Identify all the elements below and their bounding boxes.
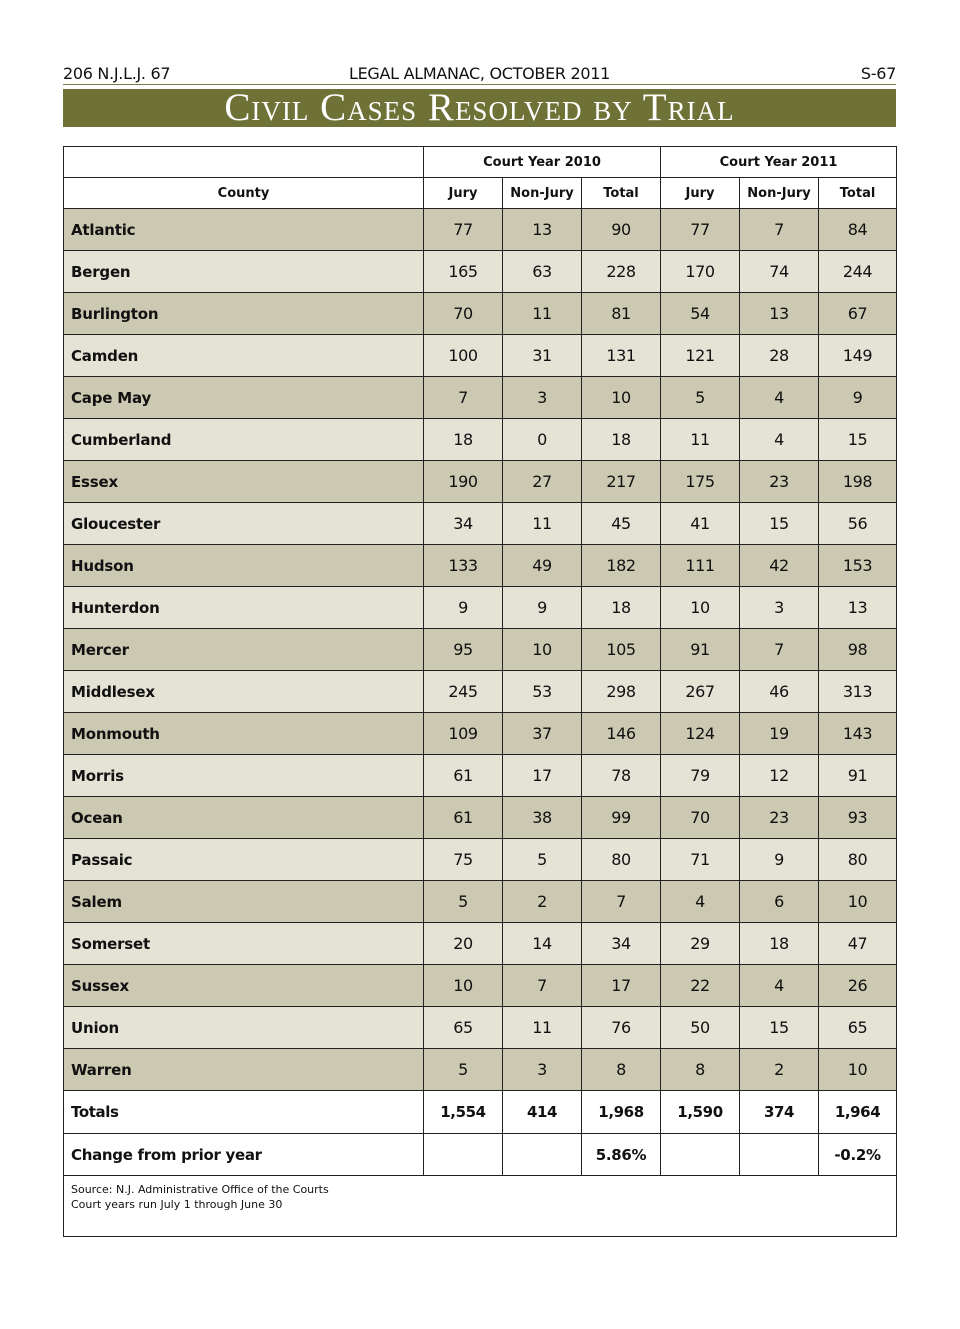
cell-jury-2010: 5 bbox=[424, 881, 503, 923]
table-row bbox=[64, 839, 897, 881]
cell-jury-2011: 77 bbox=[661, 209, 740, 251]
column-header-row bbox=[64, 178, 897, 209]
cell-nonjury-2011: 74 bbox=[740, 251, 819, 293]
cell-nonjury-2010: 37 bbox=[503, 713, 582, 755]
cell-jury-2010: 95 bbox=[424, 629, 503, 671]
table-row bbox=[64, 755, 897, 797]
cell-nonjury-2011: 23 bbox=[740, 797, 819, 839]
cell-nonjury-2010: 27 bbox=[503, 461, 582, 503]
county-name: Warren bbox=[64, 1049, 424, 1091]
column-header-jury-2011: Jury bbox=[661, 178, 740, 209]
change-jury-2010 bbox=[424, 1134, 503, 1176]
cell-nonjury-2010: 11 bbox=[503, 293, 582, 335]
change-total-2011: -0.2% bbox=[819, 1134, 897, 1176]
cell-total-2011: 10 bbox=[819, 1049, 897, 1091]
column-header-county: County bbox=[64, 178, 424, 209]
cell-jury-2010: 65 bbox=[424, 1007, 503, 1049]
table-row bbox=[64, 671, 897, 713]
cell-total-2011: 198 bbox=[819, 461, 897, 503]
cell-total-2011: 153 bbox=[819, 545, 897, 587]
county-name: Middlesex bbox=[64, 671, 424, 713]
cell-nonjury-2010: 38 bbox=[503, 797, 582, 839]
change-row bbox=[64, 1134, 897, 1176]
cell-jury-2011: 170 bbox=[661, 251, 740, 293]
county-name: Cape May bbox=[64, 377, 424, 419]
page-title: Civil Cases Resolved by Trial bbox=[63, 89, 896, 127]
cell-jury-2011: 41 bbox=[661, 503, 740, 545]
total-nonjury-2010: 414 bbox=[503, 1091, 582, 1134]
cell-total-2010: 18 bbox=[582, 587, 661, 629]
county-name: Monmouth bbox=[64, 713, 424, 755]
cell-nonjury-2010: 14 bbox=[503, 923, 582, 965]
cell-jury-2011: 175 bbox=[661, 461, 740, 503]
cell-jury-2010: 10 bbox=[424, 965, 503, 1007]
cell-jury-2010: 165 bbox=[424, 251, 503, 293]
cell-nonjury-2011: 46 bbox=[740, 671, 819, 713]
cell-nonjury-2011: 4 bbox=[740, 377, 819, 419]
county-name: Union bbox=[64, 1007, 424, 1049]
footnote-row bbox=[64, 1176, 897, 1237]
cell-total-2011: 149 bbox=[819, 335, 897, 377]
cell-nonjury-2011: 2 bbox=[740, 1049, 819, 1091]
cell-jury-2010: 77 bbox=[424, 209, 503, 251]
cell-total-2010: 99 bbox=[582, 797, 661, 839]
cell-jury-2010: 18 bbox=[424, 419, 503, 461]
column-header-jury-2010: Jury bbox=[424, 178, 503, 209]
cell-total-2010: 81 bbox=[582, 293, 661, 335]
cell-jury-2010: 61 bbox=[424, 797, 503, 839]
footnote-text: Source: N.J. Administrative Office of the Courts bbox=[71, 1183, 329, 1196]
cell-nonjury-2011: 15 bbox=[740, 1007, 819, 1049]
table-row bbox=[64, 335, 897, 377]
cell-total-2011: 313 bbox=[819, 671, 897, 713]
footnote-text: Court years run July 1 through June 30 bbox=[71, 1198, 283, 1211]
cell-total-2010: 298 bbox=[582, 671, 661, 713]
cell-nonjury-2011: 23 bbox=[740, 461, 819, 503]
cell-jury-2011: 50 bbox=[661, 1007, 740, 1049]
cell-jury-2010: 5 bbox=[424, 1049, 503, 1091]
cell-jury-2011: 111 bbox=[661, 545, 740, 587]
cell-jury-2011: 10 bbox=[661, 587, 740, 629]
cell-nonjury-2010: 10 bbox=[503, 629, 582, 671]
change-nonjury-2011 bbox=[740, 1134, 819, 1176]
cell-nonjury-2010: 11 bbox=[503, 1007, 582, 1049]
cell-total-2010: 10 bbox=[582, 377, 661, 419]
table-row bbox=[64, 629, 897, 671]
cell-nonjury-2011: 7 bbox=[740, 629, 819, 671]
cell-jury-2011: 22 bbox=[661, 965, 740, 1007]
publication-title: LEGAL ALMANAC, OCTOBER 2011 bbox=[349, 64, 610, 83]
county-name: Salem bbox=[64, 881, 424, 923]
county-name: Cumberland bbox=[64, 419, 424, 461]
cell-total-2010: 78 bbox=[582, 755, 661, 797]
table-row bbox=[64, 293, 897, 335]
county-name: Burlington bbox=[64, 293, 424, 335]
table-row bbox=[64, 251, 897, 293]
change-label: Change from prior year bbox=[64, 1134, 424, 1176]
cell-jury-2010: 7 bbox=[424, 377, 503, 419]
cell-nonjury-2010: 13 bbox=[503, 209, 582, 251]
cell-total-2010: 34 bbox=[582, 923, 661, 965]
change-nonjury-2010 bbox=[503, 1134, 582, 1176]
cell-nonjury-2011: 28 bbox=[740, 335, 819, 377]
change-jury-2011 bbox=[661, 1134, 740, 1176]
cell-jury-2011: 91 bbox=[661, 629, 740, 671]
total-total-2010: 1,968 bbox=[582, 1091, 661, 1134]
group-header-row bbox=[64, 147, 897, 178]
cell-nonjury-2010: 3 bbox=[503, 377, 582, 419]
table-row bbox=[64, 545, 897, 587]
column-header-nonjury-2010: Non-Jury bbox=[503, 178, 582, 209]
cell-nonjury-2011: 15 bbox=[740, 503, 819, 545]
cell-total-2011: 10 bbox=[819, 881, 897, 923]
table-row bbox=[64, 881, 897, 923]
table-body bbox=[64, 209, 897, 1237]
county-name: Essex bbox=[64, 461, 424, 503]
cell-total-2010: 45 bbox=[582, 503, 661, 545]
cell-nonjury-2010: 7 bbox=[503, 965, 582, 1007]
cell-jury-2010: 61 bbox=[424, 755, 503, 797]
cell-nonjury-2010: 3 bbox=[503, 1049, 582, 1091]
county-name: Ocean bbox=[64, 797, 424, 839]
table-row bbox=[64, 503, 897, 545]
cell-total-2011: 244 bbox=[819, 251, 897, 293]
change-total-2010: 5.86% bbox=[582, 1134, 661, 1176]
total-nonjury-2011: 374 bbox=[740, 1091, 819, 1134]
total-jury-2010: 1,554 bbox=[424, 1091, 503, 1134]
cell-nonjury-2010: 9 bbox=[503, 587, 582, 629]
cell-nonjury-2011: 12 bbox=[740, 755, 819, 797]
cell-nonjury-2010: 0 bbox=[503, 419, 582, 461]
cell-total-2010: 105 bbox=[582, 629, 661, 671]
cell-nonjury-2011: 7 bbox=[740, 209, 819, 251]
cell-jury-2011: 267 bbox=[661, 671, 740, 713]
cell-jury-2011: 54 bbox=[661, 293, 740, 335]
column-header-nonjury-2011: Non-Jury bbox=[740, 178, 819, 209]
cell-jury-2011: 4 bbox=[661, 881, 740, 923]
cell-total-2010: 80 bbox=[582, 839, 661, 881]
cell-jury-2010: 34 bbox=[424, 503, 503, 545]
totals-row bbox=[64, 1091, 897, 1134]
county-name: Mercer bbox=[64, 629, 424, 671]
table-row bbox=[64, 797, 897, 839]
cell-total-2010: 146 bbox=[582, 713, 661, 755]
cell-total-2011: 67 bbox=[819, 293, 897, 335]
county-name: Hudson bbox=[64, 545, 424, 587]
cell-jury-2011: 8 bbox=[661, 1049, 740, 1091]
cell-total-2011: 91 bbox=[819, 755, 897, 797]
cell-total-2011: 15 bbox=[819, 419, 897, 461]
cell-total-2010: 18 bbox=[582, 419, 661, 461]
cases-table bbox=[63, 146, 897, 1237]
cell-total-2011: 65 bbox=[819, 1007, 897, 1049]
county-name: Hunterdon bbox=[64, 587, 424, 629]
cell-jury-2010: 70 bbox=[424, 293, 503, 335]
cell-nonjury-2010: 2 bbox=[503, 881, 582, 923]
cell-nonjury-2011: 4 bbox=[740, 965, 819, 1007]
cell-total-2011: 93 bbox=[819, 797, 897, 839]
cell-jury-2010: 100 bbox=[424, 335, 503, 377]
cell-total-2011: 56 bbox=[819, 503, 897, 545]
table-row bbox=[64, 1049, 897, 1091]
page-header bbox=[63, 62, 896, 85]
cell-total-2010: 182 bbox=[582, 545, 661, 587]
cell-jury-2010: 9 bbox=[424, 587, 503, 629]
group-header-2010: Court Year 2010 bbox=[424, 147, 661, 178]
page-number: S-67 bbox=[860, 64, 896, 83]
cell-nonjury-2011: 6 bbox=[740, 881, 819, 923]
cell-total-2011: 47 bbox=[819, 923, 897, 965]
cell-nonjury-2010: 5 bbox=[503, 839, 582, 881]
total-jury-2011: 1,590 bbox=[661, 1091, 740, 1134]
cell-total-2011: 80 bbox=[819, 839, 897, 881]
cell-jury-2011: 29 bbox=[661, 923, 740, 965]
cell-total-2011: 26 bbox=[819, 965, 897, 1007]
cell-total-2011: 9 bbox=[819, 377, 897, 419]
cell-total-2010: 8 bbox=[582, 1049, 661, 1091]
cell-nonjury-2011: 4 bbox=[740, 419, 819, 461]
county-name: Sussex bbox=[64, 965, 424, 1007]
cell-total-2010: 7 bbox=[582, 881, 661, 923]
cell-nonjury-2011: 9 bbox=[740, 839, 819, 881]
county-name: Camden bbox=[64, 335, 424, 377]
cell-nonjury-2010: 49 bbox=[503, 545, 582, 587]
totals-label: Totals bbox=[64, 1091, 424, 1134]
cell-jury-2010: 245 bbox=[424, 671, 503, 713]
column-header-total-2010: Total bbox=[582, 178, 661, 209]
cell-jury-2010: 20 bbox=[424, 923, 503, 965]
table-row bbox=[64, 209, 897, 251]
total-total-2011: 1,964 bbox=[819, 1091, 897, 1134]
cell-total-2010: 131 bbox=[582, 335, 661, 377]
group-header-2011: Court Year 2011 bbox=[661, 147, 897, 178]
cell-jury-2010: 75 bbox=[424, 839, 503, 881]
table-row bbox=[64, 587, 897, 629]
cell-nonjury-2011: 19 bbox=[740, 713, 819, 755]
table-row bbox=[64, 713, 897, 755]
cell-jury-2011: 79 bbox=[661, 755, 740, 797]
cell-nonjury-2011: 18 bbox=[740, 923, 819, 965]
table-row bbox=[64, 965, 897, 1007]
cell-total-2011: 143 bbox=[819, 713, 897, 755]
cell-nonjury-2011: 3 bbox=[740, 587, 819, 629]
cell-jury-2010: 109 bbox=[424, 713, 503, 755]
cell-jury-2010: 133 bbox=[424, 545, 503, 587]
cell-total-2010: 76 bbox=[582, 1007, 661, 1049]
county-name: Passaic bbox=[64, 839, 424, 881]
cell-jury-2011: 124 bbox=[661, 713, 740, 755]
cell-total-2011: 98 bbox=[819, 629, 897, 671]
cell-jury-2011: 71 bbox=[661, 839, 740, 881]
cell-total-2011: 84 bbox=[819, 209, 897, 251]
cell-jury-2011: 11 bbox=[661, 419, 740, 461]
cell-jury-2010: 190 bbox=[424, 461, 503, 503]
county-name: Somerset bbox=[64, 923, 424, 965]
county-name: Gloucester bbox=[64, 503, 424, 545]
cell-total-2010: 217 bbox=[582, 461, 661, 503]
cell-nonjury-2011: 42 bbox=[740, 545, 819, 587]
table-row bbox=[64, 461, 897, 503]
county-name: Atlantic bbox=[64, 209, 424, 251]
cell-total-2010: 90 bbox=[582, 209, 661, 251]
county-name: Bergen bbox=[64, 251, 424, 293]
table-row bbox=[64, 377, 897, 419]
empty-header-cell bbox=[64, 147, 424, 178]
cell-nonjury-2010: 63 bbox=[503, 251, 582, 293]
table-row bbox=[64, 1007, 897, 1049]
county-name: Morris bbox=[64, 755, 424, 797]
cell-nonjury-2011: 13 bbox=[740, 293, 819, 335]
footnote-cell bbox=[64, 1176, 897, 1237]
cell-nonjury-2010: 17 bbox=[503, 755, 582, 797]
cell-total-2010: 228 bbox=[582, 251, 661, 293]
page-citation: 206 N.J.L.J. 67 bbox=[63, 64, 171, 83]
cell-total-2010: 17 bbox=[582, 965, 661, 1007]
cell-nonjury-2010: 11 bbox=[503, 503, 582, 545]
cell-nonjury-2010: 53 bbox=[503, 671, 582, 713]
table-row bbox=[64, 419, 897, 461]
cell-total-2011: 13 bbox=[819, 587, 897, 629]
cell-jury-2011: 5 bbox=[661, 377, 740, 419]
cell-jury-2011: 70 bbox=[661, 797, 740, 839]
cell-nonjury-2010: 31 bbox=[503, 335, 582, 377]
table-row bbox=[64, 923, 897, 965]
cell-jury-2011: 121 bbox=[661, 335, 740, 377]
column-header-total-2011: Total bbox=[819, 178, 897, 209]
